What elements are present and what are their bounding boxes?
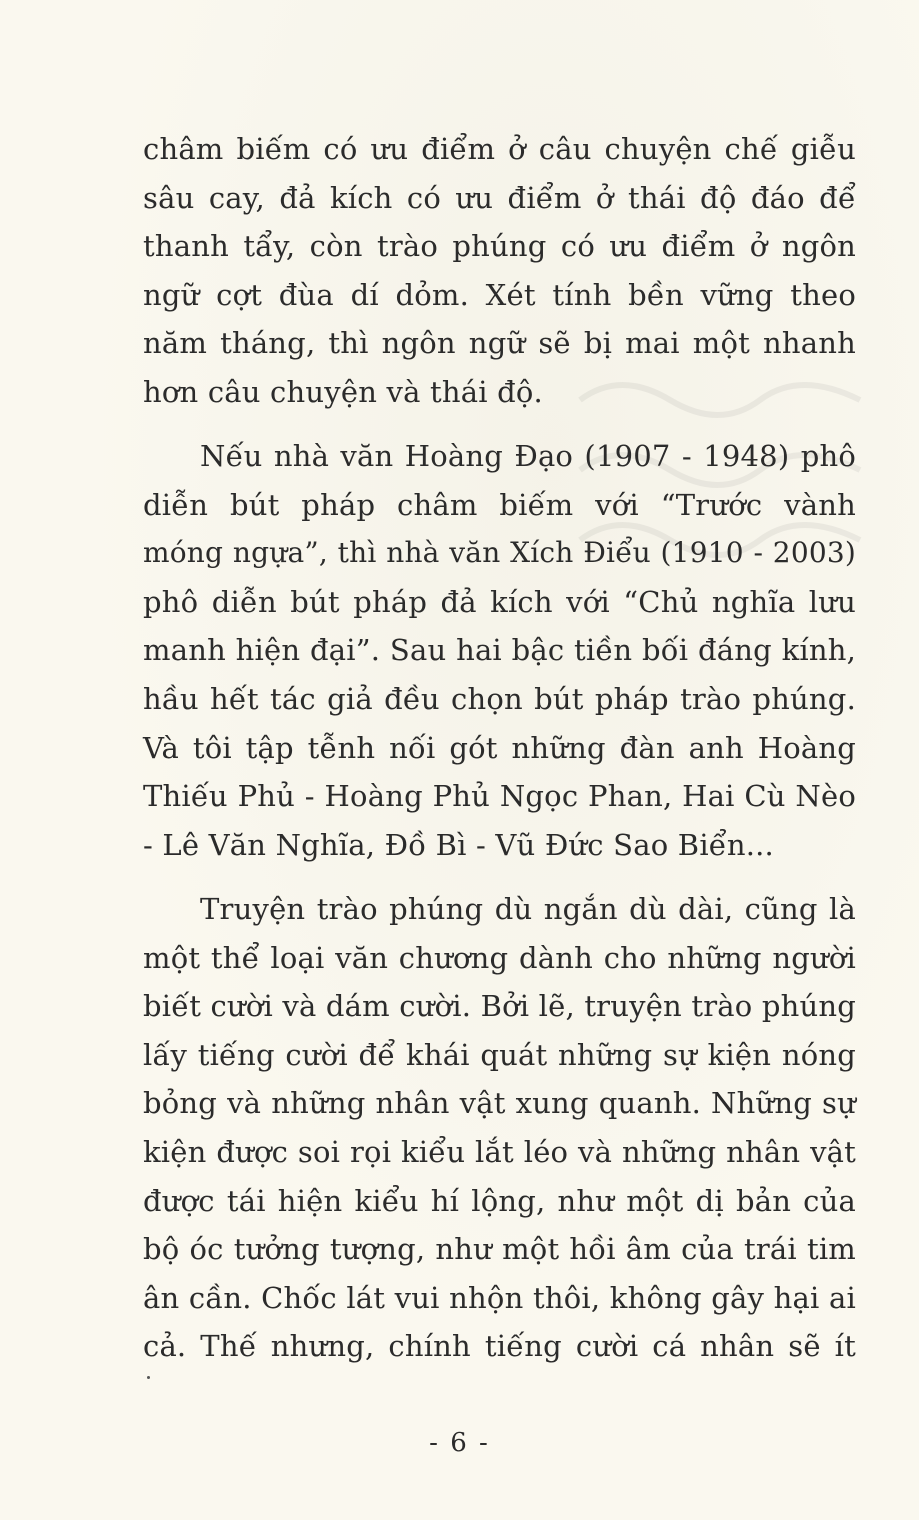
text-line: hầu hết tác giả đều chọn bút pháp trào phúng. — [143, 681, 856, 716]
text-line: hơn câu chuyện và thái độ. — [143, 374, 543, 409]
paragraph-2 — [143, 432, 856, 869]
text-line: Và tôi tập tễnh nối gót những đàn anh Hoàng — [143, 730, 856, 765]
paragraph-1 — [143, 125, 856, 417]
text-line: ân cần. Chốc lát vui nhộn thôi, không gây hại ai — [143, 1280, 856, 1315]
text-line: được tái hiện kiểu hí lộng, như một dị bản của — [143, 1183, 856, 1218]
text-line: thanh tẩy, còn trào phúng có ưu điểm ở ngôn — [143, 229, 856, 264]
text-line: ngữ cợt đùa dí dỏm. Xét tính bền vững theo — [143, 277, 856, 312]
text-line: bộ óc tưởng tượng, như một hồi âm của trái tim — [143, 1232, 856, 1267]
text-line: Thiếu Phủ - Hoàng Phủ Ngọc Phan, Hai Cù Nèo — [143, 779, 856, 814]
text-line: cả. Thế nhưng, chính tiếng cười cá nhân sẽ ít — [143, 1329, 856, 1364]
text-line: một thể loại văn chương dành cho những người — [143, 940, 856, 975]
text-line: châm biếm có ưu điểm ở câu chuyện chế giễu — [143, 132, 856, 166]
text-line: diễn bút pháp châm biếm với “Trước vành — [143, 487, 856, 522]
ink-speck — [147, 1376, 150, 1379]
text-line: manh hiện đại”. Sau hai bậc tiền bối đáng kính, — [143, 633, 856, 668]
text-line: móng ngựa”, thì nhà văn Xích Điểu (1910 - 2003) — [143, 536, 856, 570]
text-line: lấy tiếng cười để khái quát những sự kiện nóng — [143, 1037, 856, 1072]
text-line: Truyện trào phúng dù ngắn dù dài, cũng là — [200, 892, 856, 926]
text-line: phô diễn bút pháp đả kích với “Chủ nghĩa lưu — [143, 584, 856, 619]
text-line: bỏng và những nhân vật xung quanh. Những sự — [143, 1086, 856, 1121]
text-line: kiện được soi rọi kiểu lắt léo và những nhân vật — [143, 1134, 856, 1169]
text-line: sâu cay, đả kích có ưu điểm ở thái độ đáo để — [143, 180, 856, 215]
paragraph-3 — [143, 885, 856, 1371]
page-number: - 6 - — [429, 1428, 490, 1458]
text-line: - Lê Văn Nghĩa, Đồ Bì - Vũ Đức Sao Biển... — [143, 827, 774, 862]
text-line: biết cười và dám cười. Bởi lẽ, truyện trào phúng — [143, 989, 856, 1024]
text-line: Nếu nhà văn Hoàng Đạo (1907 - 1948) phô — [200, 439, 856, 473]
text-line: năm tháng, thì ngôn ngữ sẽ bị mai một nhanh — [143, 326, 856, 361]
